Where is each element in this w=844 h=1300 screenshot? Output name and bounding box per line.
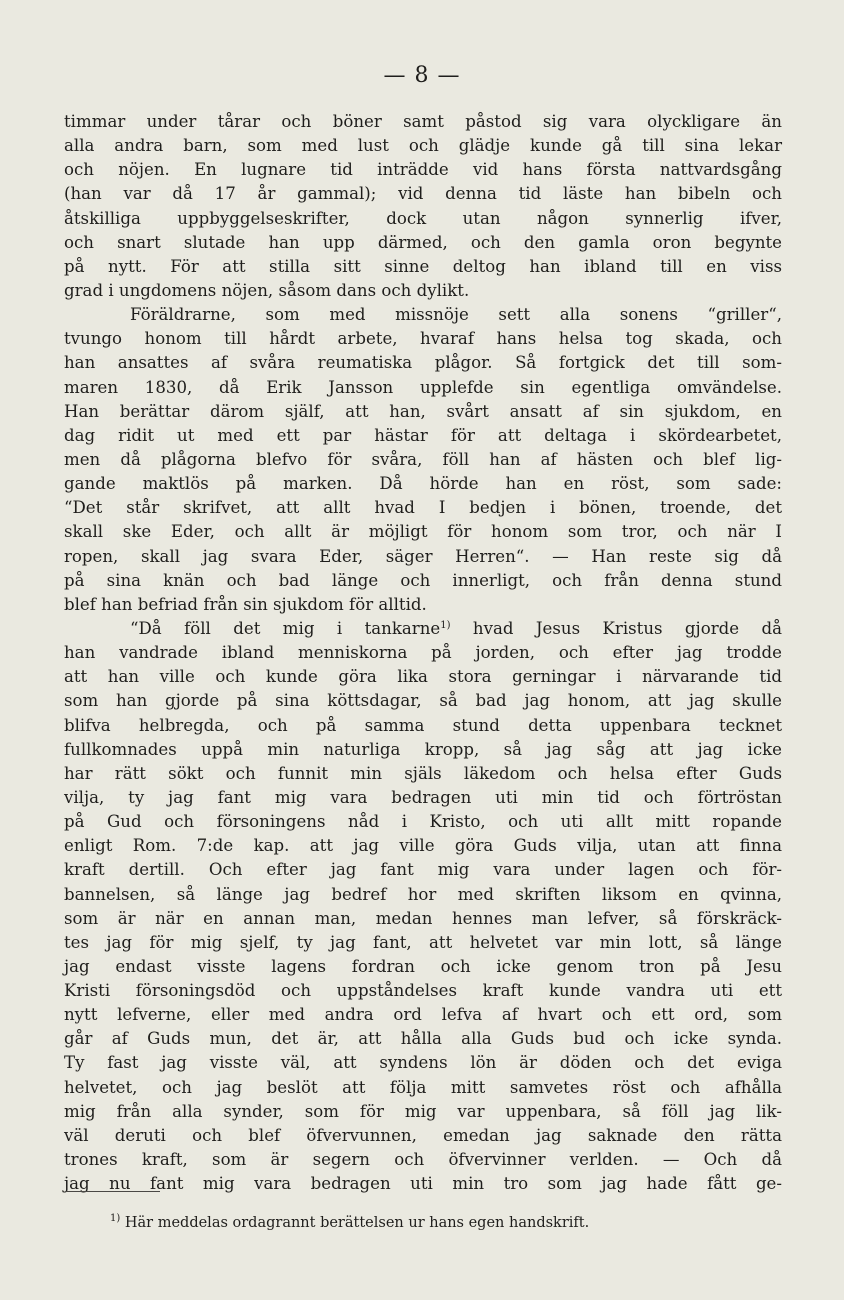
text-line: ropen, skall jag svara Eder, säger Herren“. — Han reste sig då	[64, 546, 782, 566]
text-line: men då plågorna blefvo för svåra, föll han af hästen och blef lig-	[64, 449, 782, 469]
text-line: och snart slutade han upp därmed, och den gamla oron begynte	[64, 232, 782, 252]
text-line: och nöjen. En lugnare tid inträdde vid hans första nattvardsgång	[64, 160, 782, 180]
text-line: åtskilliga uppbyggelseskrifter, dock utan någon synnerlig ifver,	[64, 208, 782, 228]
text-line: tvungo honom till hårdt arbete, hvaraf hans helsa tog skada, och	[64, 329, 782, 349]
text-line: tes jag för mig sjelf, ty jag fant, att helvetet var min lott, så länge	[64, 932, 782, 952]
text-line: mig från alla synder, som för mig var uppenbara, så föll jag lik-	[64, 1101, 782, 1121]
footnote	[110, 1212, 589, 1234]
text-line: Föräldrarne, som med missnöje sett alla sonens “griller“,	[130, 305, 782, 325]
text-fragment: “Då föll det mig i tankarne	[130, 618, 441, 638]
footnote-marker: 1)	[110, 1213, 121, 1224]
text-line: Kristi försoningsdöd och uppståndelses kraft kunde vandra uti ett	[64, 981, 782, 1001]
text-line: vilja, ty jag fant mig vara bedragen uti min tid och förtröstan	[64, 787, 782, 807]
text-line: enligt Rom. 7:de kap. att jag ville göra Guds vilja, utan att finna	[64, 836, 782, 856]
text-line: maren 1830, då Erik Jansson upplefde sin egentliga omvändelse.	[64, 377, 782, 397]
text-fragment: hvad Jesus Kristus gjorde då	[472, 618, 782, 638]
text-line: (han var då 17 år gammal); vid denna tid läste han bibeln och	[64, 184, 782, 204]
text-line: att han ville och kunde göra lika stora gerningar i närvarande tid	[64, 667, 782, 687]
text-line: trones kraft, som är segern och öfvervinner verlden. — Och då	[64, 1150, 782, 1170]
text-line: alla andra barn, som med lust och glädje kunde gå till sina lekar	[64, 136, 782, 156]
text-line: går af Guds mun, det är, att hålla alla Guds bud och icke synda.	[64, 1029, 782, 1049]
text-line: gande maktlös på marken. Då hörde han en röst, som sade:	[64, 474, 782, 494]
text-line: timmar under tårar och böner samt påstod sig vara olyckligare än	[64, 112, 782, 131]
text-line-with-footnote	[64, 617, 782, 641]
text-line: han vandrade ibland menniskorna på jorden, och efter jag trodde	[64, 643, 782, 663]
text-line: på sina knän och bad länge och innerligt, och från denna stund	[64, 570, 782, 590]
body-text	[64, 110, 782, 1196]
text-line: Ty fast jag visste väl, att syndens lön är döden och det eviga	[64, 1053, 782, 1073]
text-line: jag endast visste lagens fordran och icke genom tron på Jesu	[64, 956, 782, 976]
text-line: bannelsen, så länge jag bedref hor med skriften liksom en qvinna,	[64, 884, 782, 904]
text-line: blef han befriad från sin sjukdom för alltid.	[64, 594, 427, 614]
text-line: har rätt sökt och funnit min själs läkedom och helsa efter Guds	[64, 763, 782, 783]
text-line: skall ske Eder, och allt är möjligt för honom som tror, och när I	[64, 522, 782, 542]
page-number: — 8 —	[383, 63, 461, 88]
text-line: jag nu fant mig vara bedragen uti min tro som jag hade fått ge-	[64, 1174, 782, 1194]
text-line: på Gud och försoningens nåd i Kristo, och uti allt mitt ropande	[64, 812, 782, 832]
text-line: grad i ungdomens nöjen, såsom dans och dylikt.	[64, 280, 470, 300]
text-line: han ansattes af svåra reumatiska plågor. Så fortgick det till som-	[64, 353, 782, 373]
text-line: väl deruti och blef öfvervunnen, emedan jag saknade den rätta	[64, 1125, 782, 1145]
text-line: dag ridit ut med ett par hästar för att deltaga i skördearbetet,	[64, 425, 782, 445]
text-line: som han gjorde på sina köttsdagar, så bad jag honom, att jag skulle	[64, 691, 782, 711]
footnote-divider	[66, 1191, 160, 1192]
text-line: Han berättar därom själf, att han, svårt ansatt af sin sjukdom, en	[64, 401, 782, 421]
text-line: nytt lefverne, eller med andra ord lefva af hvart och ett ord, som	[64, 1005, 782, 1025]
text-line: kraft dertill. Och efter jag fant mig vara under lagen och för-	[64, 860, 782, 880]
text-line: fullkomnades uppå min naturliga kropp, så jag såg att jag icke	[64, 739, 782, 759]
footnote-text: Här meddelas ordagrannt berättelsen ur hans egen handskrift.	[124, 1215, 590, 1231]
footnote-ref: 1)	[440, 619, 451, 631]
text-line: på nytt. För att stilla sitt sinne deltog han ibland till en viss	[64, 256, 782, 276]
text-line: “Det står skrifvet, att allt hvad I bedjen i bönen, troende, det	[64, 498, 782, 518]
text-line: blifva helbregda, och på samma stund detta uppenbara tecknet	[64, 715, 782, 735]
text-line: helvetet, och jag beslöt att följa mitt samvetes röst och afhålla	[64, 1077, 782, 1097]
text-line: som är när en annan man, medan hennes man lefver, så förskräck-	[64, 908, 782, 928]
